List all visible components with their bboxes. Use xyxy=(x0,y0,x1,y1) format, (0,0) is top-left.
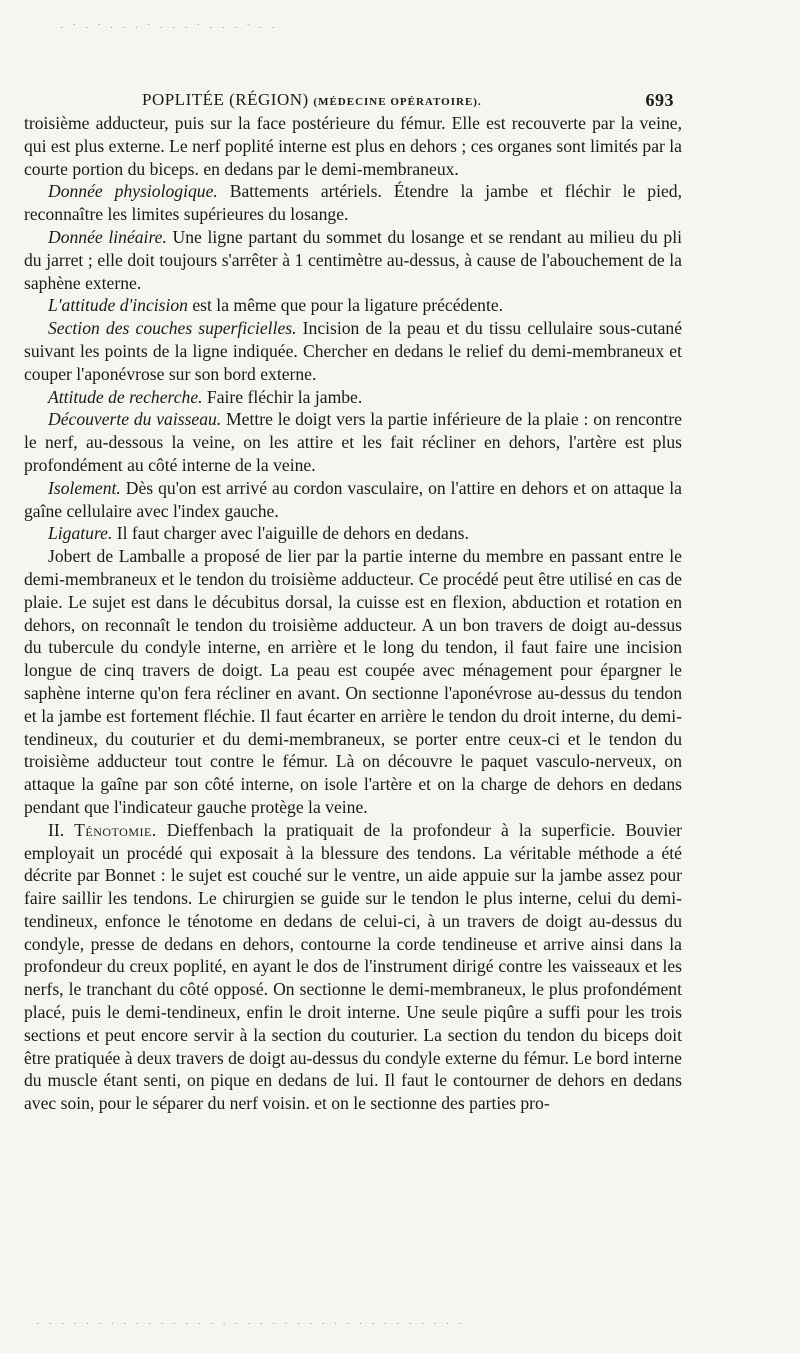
scan-noise-top: · ˙ · ˙ · · · ˙ · · · ˙ · · · ˙ · · xyxy=(60,22,278,34)
paragraph xyxy=(24,180,682,226)
italic-lead: Ligature. xyxy=(48,523,113,544)
paragraph-text: Dès qu'on est arrivé au cordon vasculaire, on l'attire en dehors et on attaque la gaîne cellulaire avec l'index gauche. xyxy=(24,477,682,521)
paragraph-text: II. xyxy=(48,819,75,840)
paragraph xyxy=(24,819,682,1115)
italic-lead: L'attitude d'incision xyxy=(48,295,188,316)
header-subtitle: (MÉDECINE OPÉRATOIRE). xyxy=(313,96,482,108)
body-text xyxy=(24,112,682,1115)
paragraph-text: Incision de la peau et du tissu cellulaire sous-cutané suivant les points de la ligne indiquée. Chercher en dedans le relief du demi-membraneux et couper l'aponévrose sur son bord externe. xyxy=(24,318,683,384)
paragraph xyxy=(24,408,682,476)
italic-lead: Isolement. xyxy=(48,477,121,498)
paragraph-text: Jobert de Lamballe a proposé de lier par la partie interne du membre en passant entre le demi-membraneux et le tendon du troisième adducteur. Ce procédé peut être utilisé en cas de plaie. Le sujet est dans le décubitus dorsal, la cuisse est en flexion, abduction et rotation en dehors, on reconnaît le tendon du troisième adducteur. A un bon travers de doigt au-dessus du tubercule du condyle interne, en arrière et le long du tendon, il faut faire une incision longue de cinq travers de doigt. La peau est coupée avec ménagement pour épargner le saphène interne qu'on fera récliner en avant. On sectionne l'aponévrose au-dessus du tendon et la jambe est fortement fléchie. Il faut écarter en arrière le tendon du droit interne, du demi-tendineux, du couturier et du demi-membraneux, se porter entre ceux-ci et le tendon du troisième adducteur tout contre le fémur. Là on découvre le paquet vasculo-nerveux, on attaque la gaîne par son côté interne, on isole l'artère et on la charge de dehors en dedans pendant que l'indicateur gauche protège la veine. xyxy=(24,546,682,817)
paragraph-text: Une ligne partant du sommet du losange et se rendant au milieu du pli du jarret ; elle doit toujours s'arrêter à 1 centimètre au-dessus, à cause de l'abouchement de la saphène externe. xyxy=(24,226,682,293)
paragraph xyxy=(24,112,682,180)
header-title-text: POPLITÉE (RÉGION) xyxy=(142,90,309,109)
paragraph xyxy=(24,317,682,385)
paragraph-text: Il faut charger avec l'aiguille de dehors en dedans. xyxy=(112,523,469,544)
page-number: 693 xyxy=(645,90,674,110)
scan-noise-bottom: · · · · · · · · · · · · · · · · · · · · · · · · · · · · · · · · · · · xyxy=(36,1318,465,1330)
section-heading: Ténotomie. xyxy=(74,819,157,840)
paragraph-text: est la même que pour la ligature précédente. xyxy=(187,295,504,316)
paragraph xyxy=(24,545,682,819)
paragraph xyxy=(24,477,682,523)
paragraph xyxy=(24,386,682,409)
italic-lead: Donnée physiologique. xyxy=(48,181,218,202)
page xyxy=(24,80,683,1115)
running-header xyxy=(142,80,674,112)
paragraph-text: Mettre le doigt vers la partie inférieure de la plaie : on rencontre le nerf, au-dessous la veine, on les attire et les fait récliner en dehors, l'artère est plus profondément au côté interne de la veine. xyxy=(24,409,682,475)
paragraph xyxy=(24,294,682,317)
paragraph-text: troisième adducteur, puis sur la face postérieure du fémur. Elle est recouverte par la veine, qui est plus externe. Le nerf poplité interne est plus en dehors ; ces organes sont limités par la courte portion du biceps. en dedans par le demi-membraneux. xyxy=(24,113,682,179)
paragraph-text: Battements artériels. Étendre la jambe et fléchir le pied, reconnaître les limites supérieures du losange. xyxy=(24,181,682,225)
paragraph-text: Faire fléchir la jambe. xyxy=(202,386,363,407)
paragraph xyxy=(24,522,682,545)
paragraph xyxy=(24,226,682,294)
italic-lead: Attitude de recherche. xyxy=(48,386,203,407)
italic-lead: Découverte du vaisseau. xyxy=(48,409,222,430)
italic-lead: Donnée linéaire. xyxy=(48,226,167,247)
italic-lead: Section des couches superficielles. xyxy=(48,318,297,339)
header-title xyxy=(142,90,482,110)
paragraph-text: Dieffenbach la pratiquait de la profondeur à la superficie. Bouvier employait un procédé qui exposait à la blessure des tendons. La véritable méthode a été décrite par Bonnet : le sujet est couché sur le ventre, un aide appuie sur la jambe assez pour faire saillir les tendons. Le chirurgien se guide sur le tendon le plus interne, celui du demi-tendineux, enfonce le ténotome en dedans de celui-ci, à un travers de doigt au-dessus du condyle, presse de dedans en dehors, contourne la corde tendineuse et arrive ainsi dans la profondeur du creux poplité, en ayant le dos de l'instrument dirigé contre les vaisseaux et les nerfs, le tranchant du côté opposé. On sectionne le demi-membraneux, le plus profondément placé, puis le demi-tendineux, enfin le droit interne. Une seule piqûre a suffi pour les trois sections et peut encore servir à la section du couturier. La section du tendon du biceps doit être pratiquée à deux travers de doigt au-dessus du condyle externe du fémur. Le bord interne du muscle étant senti, on pique en dedans de lui. Il faut le contourner de dehors en dedans avec soin, pour le séparer du nerf voisin. et on le sectionne des parties pro- xyxy=(24,819,683,1114)
